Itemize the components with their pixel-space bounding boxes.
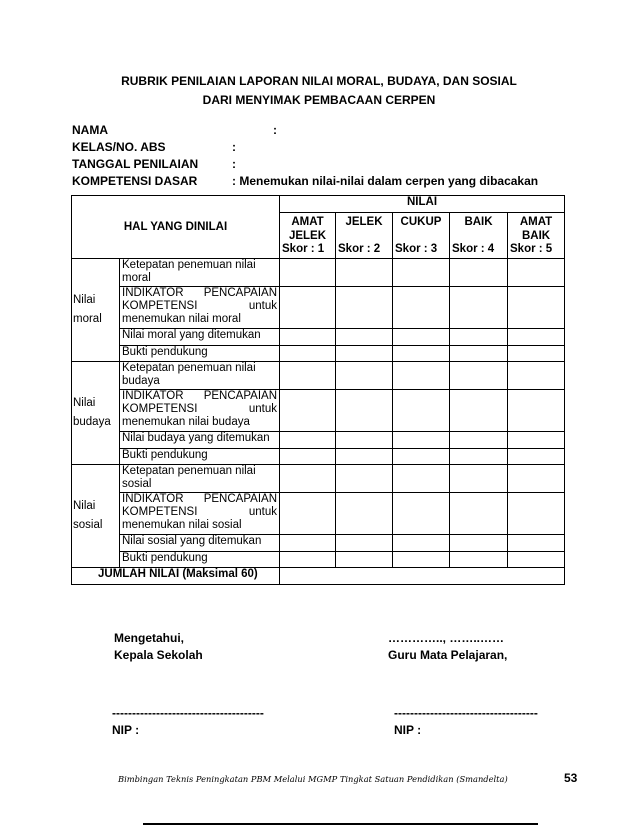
score-header-1 — [280, 213, 336, 259]
table-row — [72, 465, 565, 493]
score-cell[interactable] — [280, 552, 336, 568]
criterion-cell: Nilai budaya yang ditemukan — [120, 432, 280, 449]
score-cell[interactable] — [393, 465, 450, 493]
score-cell[interactable] — [450, 535, 508, 552]
table-row — [72, 390, 565, 432]
criterion-cell: INDIKATOR PENCAPAIAN KOMPETENSI untuk menemukan nilai sosial — [120, 493, 280, 535]
score-cell[interactable] — [336, 465, 393, 493]
nama-label: NAMA — [72, 123, 108, 137]
score-cell[interactable] — [393, 362, 450, 390]
guru-mata-pelajaran-label: Guru Mata Pelajaran, — [388, 648, 508, 662]
kompetensi-label: KOMPETENSI DASAR — [72, 174, 198, 188]
score-cell[interactable] — [450, 552, 508, 568]
criterion-cell: Nilai sosial yang ditemukan — [120, 535, 280, 552]
score-cell[interactable] — [508, 432, 565, 449]
score-cell[interactable] — [450, 390, 508, 432]
score-cell[interactable] — [393, 449, 450, 465]
score-cell[interactable] — [280, 259, 336, 287]
score-cell[interactable] — [280, 346, 336, 362]
footer-text: Bimbingan Teknis Peningkatan PBM Melalui MGMP Tingkat Satuan Pendidikan (Smandelta) — [118, 774, 508, 784]
criterion-cell: Ketepatan penemuan nilai moral — [120, 259, 280, 287]
criterion-cell: Ketepatan penemuan nilai budaya — [120, 362, 280, 390]
score-cell[interactable] — [393, 390, 450, 432]
score-cell[interactable] — [393, 287, 450, 329]
score-header-3 — [393, 213, 450, 259]
hal-yang-dinilai-header: HAL YANG DINILAI — [72, 196, 280, 259]
score-cell[interactable] — [393, 535, 450, 552]
score-cell[interactable] — [336, 493, 393, 535]
score-cell[interactable] — [280, 465, 336, 493]
kompetensi-value: : Menemukan nilai-nilai dalam cerpen yang dibacakan — [232, 174, 539, 188]
bottom-rule — [143, 823, 538, 825]
score-value: Skor : 2 — [338, 243, 381, 255]
group-label: Nilai sosial — [72, 465, 120, 568]
score-cell[interactable] — [508, 362, 565, 390]
score-cell[interactable] — [336, 287, 393, 329]
score-cell[interactable] — [280, 329, 336, 346]
score-cell[interactable] — [450, 449, 508, 465]
tanggal-colon: : — [232, 157, 236, 171]
score-cell[interactable] — [280, 390, 336, 432]
kelas-label: KELAS/NO. ABS — [72, 140, 166, 154]
rubric-body — [72, 259, 565, 585]
table-row — [72, 362, 565, 390]
score-cell[interactable] — [508, 493, 565, 535]
mengetahui-label: Mengetahui, — [114, 631, 185, 645]
criterion-cell: Ketepatan penemuan nilai sosial — [120, 465, 280, 493]
group-label: Nilai moral — [72, 259, 120, 362]
score-cell[interactable] — [508, 346, 565, 362]
right-nip-block — [394, 705, 538, 739]
score-cell[interactable] — [508, 287, 565, 329]
score-cell[interactable] — [393, 259, 450, 287]
score-cell[interactable] — [508, 259, 565, 287]
nama-colon: : — [273, 123, 277, 137]
score-cell[interactable] — [336, 346, 393, 362]
criterion-cell: INDIKATOR PENCAPAIAN KOMPETENSI untuk menemukan nilai moral — [120, 287, 280, 329]
score-label: JELEK — [345, 216, 383, 228]
score-cell[interactable] — [450, 465, 508, 493]
score-value: Skor : 1 — [282, 243, 325, 255]
score-cell[interactable] — [393, 329, 450, 346]
right-signature-block — [388, 630, 507, 664]
table-row — [72, 449, 565, 465]
score-cell[interactable] — [450, 287, 508, 329]
score-cell[interactable] — [393, 346, 450, 362]
score-header-5 — [508, 213, 565, 259]
left-nip-block — [112, 705, 264, 739]
score-cell[interactable] — [508, 535, 565, 552]
total-row — [72, 568, 565, 585]
right-signature-line: ------------------------------------ — [394, 706, 538, 720]
score-header-4 — [450, 213, 508, 259]
score-value: Skor : 3 — [395, 243, 438, 255]
score-label: AMAT JELEK — [288, 216, 327, 242]
rubric-table — [71, 195, 565, 585]
score-cell[interactable] — [508, 329, 565, 346]
table-row — [72, 493, 565, 535]
score-cell[interactable] — [336, 259, 393, 287]
right-nip-label: NIP : — [394, 723, 422, 737]
score-cell[interactable] — [280, 535, 336, 552]
criterion-cell: Nilai moral yang ditemukan — [120, 329, 280, 346]
group-label: Nilai budaya — [72, 362, 120, 465]
document-title-line2: DARI MENYIMAK PEMBACAAN CERPEN — [202, 93, 436, 107]
score-cell[interactable] — [393, 552, 450, 568]
score-cell[interactable] — [450, 432, 508, 449]
score-cell[interactable] — [450, 329, 508, 346]
table-row — [72, 329, 565, 346]
table-row — [72, 552, 565, 568]
score-label: BAIK — [464, 216, 493, 228]
score-cell[interactable] — [508, 552, 565, 568]
score-cell[interactable] — [450, 259, 508, 287]
score-cell[interactable] — [393, 432, 450, 449]
score-cell[interactable] — [336, 329, 393, 346]
score-cell[interactable] — [280, 287, 336, 329]
criterion-cell: Bukti pendukung — [120, 346, 280, 362]
score-cell[interactable] — [336, 449, 393, 465]
score-label: AMAT BAIK — [519, 216, 553, 242]
score-cell[interactable] — [336, 390, 393, 432]
score-cell[interactable] — [336, 535, 393, 552]
kelas-colon: : — [232, 140, 236, 154]
criterion-cell: INDIKATOR PENCAPAIAN KOMPETENSI untuk menemukan nilai budaya — [120, 390, 280, 432]
table-row — [72, 346, 565, 362]
score-cell[interactable] — [450, 362, 508, 390]
left-nip-label: NIP : — [112, 723, 140, 737]
kepala-sekolah-label: Kepala Sekolah — [114, 648, 203, 662]
score-label: CUKUP — [400, 216, 442, 228]
score-cell[interactable] — [280, 493, 336, 535]
table-row — [72, 432, 565, 449]
score-cell[interactable] — [508, 465, 565, 493]
score-value: Skor : 4 — [452, 243, 495, 255]
date-placeholder: ………….., ……..…… — [388, 631, 505, 645]
score-cell[interactable] — [336, 362, 393, 390]
table-row — [72, 259, 565, 287]
page-number: 53 — [564, 771, 578, 785]
left-signature-line: -------------------------------------- — [112, 706, 264, 720]
total-value-cell[interactable] — [280, 568, 565, 585]
score-value: Skor : 5 — [510, 243, 553, 255]
score-cell[interactable] — [336, 552, 393, 568]
score-cell[interactable] — [450, 346, 508, 362]
table-row — [72, 535, 565, 552]
score-cell[interactable] — [450, 493, 508, 535]
score-cell[interactable] — [508, 449, 565, 465]
score-cell[interactable] — [280, 449, 336, 465]
score-cell[interactable] — [280, 432, 336, 449]
score-cell[interactable] — [280, 362, 336, 390]
tanggal-label: TANGGAL PENILAIAN — [72, 157, 199, 171]
left-signature-block — [114, 630, 203, 664]
nilai-header: NILAI — [280, 196, 565, 213]
score-cell[interactable] — [393, 493, 450, 535]
score-header-2 — [336, 213, 393, 259]
score-cell[interactable] — [336, 432, 393, 449]
table-row — [72, 287, 565, 329]
criterion-cell: Bukti pendukung — [120, 552, 280, 568]
total-label: JUMLAH NILAI (Maksimal 60) — [72, 568, 280, 585]
score-cell[interactable] — [508, 390, 565, 432]
criterion-cell: Bukti pendukung — [120, 449, 280, 465]
document-title-line1: RUBRIK PENILAIAN LAPORAN NILAI MORAL, BUDAYA, DAN SOSIAL — [121, 74, 517, 88]
